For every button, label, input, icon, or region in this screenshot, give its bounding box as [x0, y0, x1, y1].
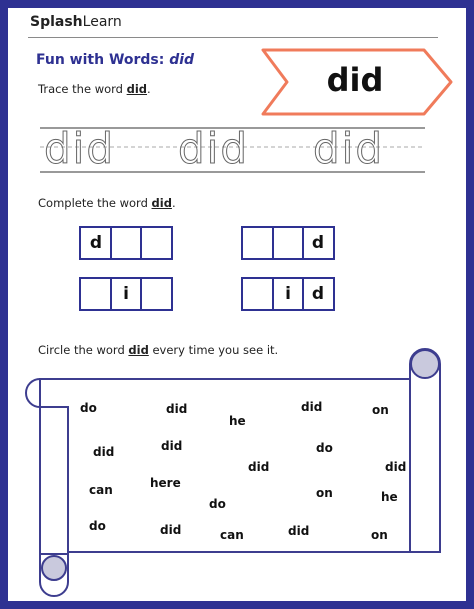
grid-cell[interactable] — [81, 279, 111, 309]
scroll-word[interactable]: did — [160, 523, 182, 537]
grid-cell[interactable]: i — [285, 284, 291, 304]
logo-text-bold: Splash — [30, 14, 83, 30]
grid-cell[interactable] — [243, 279, 273, 309]
trace-word: did — [178, 124, 249, 173]
scroll-word[interactable]: did — [248, 460, 270, 474]
scroll-word[interactable]: on — [372, 403, 389, 417]
grid-cell[interactable] — [273, 228, 303, 258]
grid-cell[interactable] — [111, 228, 141, 258]
scroll-word[interactable]: do — [89, 519, 106, 533]
logo-text-light: Learn — [82, 14, 122, 30]
grid-cell[interactable]: i — [123, 284, 129, 304]
scroll-word[interactable]: on — [371, 528, 388, 542]
title-word: did — [169, 52, 195, 68]
banner-word: did — [326, 61, 384, 99]
grid-cell[interactable] — [141, 279, 171, 309]
scroll-word[interactable]: did — [385, 460, 407, 474]
scroll-word[interactable]: do — [209, 497, 226, 511]
grid-cell[interactable] — [243, 228, 273, 258]
scroll-word[interactable]: he — [381, 490, 398, 504]
grid-cell[interactable] — [141, 228, 171, 258]
scroll-word[interactable]: can — [220, 528, 244, 542]
scroll-word[interactable]: did — [161, 439, 183, 453]
title-prefix: Fun with Words: — [36, 52, 170, 68]
scroll-word[interactable]: do — [316, 441, 333, 455]
scroll-word[interactable]: on — [316, 486, 333, 500]
grid-cell[interactable]: d — [311, 284, 325, 304]
circle-instruction: Circle the word did every time you see it. — [38, 343, 279, 357]
scroll-word[interactable]: did — [301, 400, 323, 414]
complete-instruction: Complete the word did. — [38, 196, 176, 210]
scroll-word[interactable]: can — [89, 483, 113, 497]
scroll-word[interactable]: do — [80, 401, 97, 415]
trace-word: did — [313, 124, 384, 173]
trace-word: did — [44, 124, 115, 173]
trace-instruction: Trace the word did. — [38, 82, 151, 96]
grid-cell[interactable]: d — [311, 233, 325, 253]
scroll-word[interactable]: here — [150, 476, 181, 490]
scroll-word[interactable]: he — [229, 414, 246, 428]
scroll-word[interactable]: did — [93, 445, 115, 459]
scroll-word[interactable]: did — [288, 524, 310, 538]
grid-cell[interactable]: d — [89, 233, 103, 253]
scroll-word[interactable]: did — [166, 402, 188, 416]
